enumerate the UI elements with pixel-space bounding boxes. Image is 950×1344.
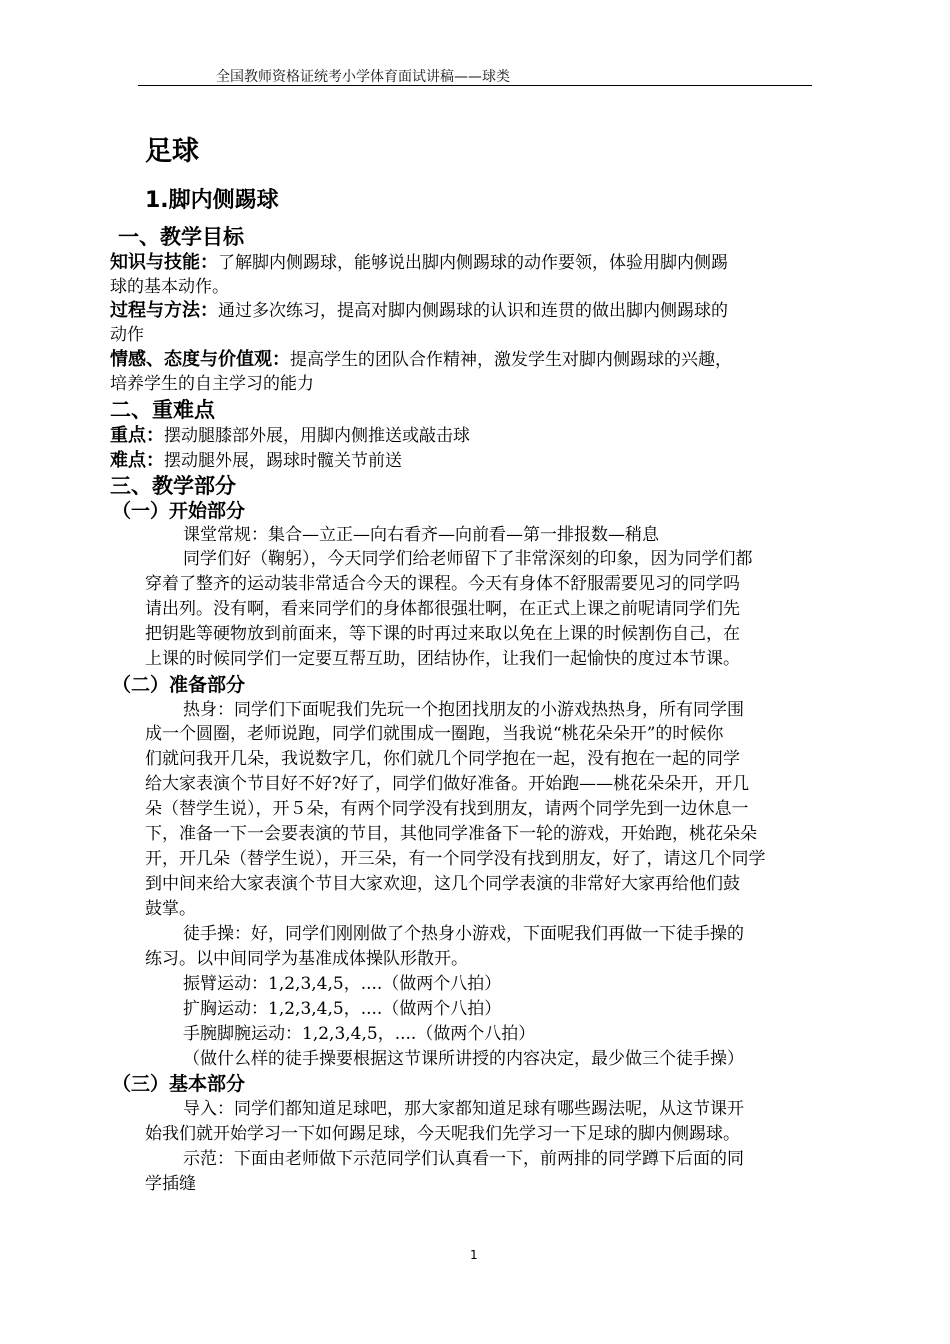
label-difficult: 难点：	[110, 450, 164, 471]
prep-line-11: 练习。以中间同学为基准成体操队形散开。	[145, 949, 468, 969]
section-heading-objectives: 一、教学目标	[118, 225, 244, 249]
paragraph-knowledge	[110, 251, 728, 275]
paragraph-process	[110, 299, 728, 323]
paragraph-emotion	[110, 348, 732, 372]
part-heading-basic: （三）基本部分	[112, 1073, 246, 1095]
text-process-cont: 动作	[110, 325, 144, 345]
prep-line-9: 鼓掌。	[145, 899, 196, 919]
prep-line-7: 开，开几朵（替学生说），开三朵，有一个同学没有找到朋友，好了，请这几个同学	[145, 849, 766, 869]
section-heading-keypoints: 二、重难点	[110, 398, 215, 422]
start-line-6: 上课的时候同学们一定要互帮互助，团结协作，让我们一起愉快的度过本节课。	[145, 649, 740, 669]
prep-line-10: 徒手操：好，同学们刚刚做了个热身小游戏，下面呢我们再做一下徒手操的	[183, 924, 744, 944]
text-key: 摆动腿膝部外展，用脚内侧推送或敲击球	[164, 426, 470, 446]
start-line-4: 请出列。没有啊，看来同学们的身体都很强壮啊，在正式上课之前呢请同学们先	[145, 599, 740, 619]
prep-line-15: （做什么样的徒手操要根据这节课所讲授的内容决定，最少做三个徒手操）	[183, 1049, 744, 1069]
prep-line-12: 振臂运动：1,2,3,4,5，....（做两个八拍）	[183, 974, 502, 994]
prep-line-6: 下，准备一下一会要表演的节目，其他同学准备下一轮的游戏，开始跑，桃花朵朵	[145, 824, 757, 844]
prep-line-8: 到中间来给大家表演个节目大家欢迎，这几个同学表演的非常好大家再给他们鼓	[145, 874, 740, 894]
start-line-5: 把钥匙等硬物放到前面来，等下课的时再过来取以免在上课的时候割伤自己，在	[145, 624, 740, 644]
prep-line-2: 成一个圆圈，老师说跑，同学们就围成一圈跑，当我说“桃花朵朵开”的时候你	[145, 724, 724, 744]
label-process: 过程与方法：	[110, 300, 218, 321]
label-knowledge: 知识与技能：	[110, 252, 218, 273]
text-emotion: 提高学生的团队合作精神，激发学生对脚内侧踢球的兴趣，	[290, 350, 732, 370]
prep-line-1: 热身：同学们下面呢我们先玩一个抱团找朋友的小游戏热热身，所有同学围	[183, 700, 744, 720]
section-heading-teaching: 三、教学部分	[110, 474, 236, 498]
text-process: 通过多次练习，提高对脚内侧踢球的认识和连贯的做出脚内侧踢球的	[218, 301, 728, 321]
header-rule	[138, 85, 812, 86]
text-difficult: 摆动腿外展，踢球时髋关节前送	[164, 451, 402, 471]
paragraph-key	[110, 424, 470, 448]
start-line-1: 课堂常规：集合—立正—向右看齐—向前看—第一排报数—稍息	[183, 525, 659, 545]
prep-line-4: 给大家表演个节目好不好?好了，同学们做好准备。开始跑——桃花朵朵开，开几	[145, 774, 750, 794]
text-emotion-cont: 培养学生的自主学习的能力	[110, 374, 314, 394]
document-subtitle: 1.脚内侧踢球	[145, 188, 279, 213]
start-line-2: 同学们好（鞠躬），今天同学们给老师留下了非常深刻的印象，因为同学们都	[183, 549, 753, 569]
document-title: 足球	[145, 136, 199, 167]
basic-line-3: 示范：下面由老师做下示范同学们认真看一下，前两排的同学蹲下后面的同	[183, 1149, 744, 1169]
start-line-3: 穿着了整齐的运动装非常适合今天的课程。今天有身体不舒服需要见习的同学吗	[145, 574, 740, 594]
prep-line-13: 扩胸运动：1,2,3,4,5，....（做两个八拍）	[183, 999, 502, 1019]
prep-line-5: 朵（替学生说），开５朵，有两个同学没有找到朋友，请两个同学先到一边休息一	[145, 799, 749, 819]
part-heading-start: （一）开始部分	[112, 500, 246, 522]
part-heading-prep: （二）准备部分	[112, 674, 246, 696]
page-header: 全国教师资格证统考小学体育面试讲稿——球类	[216, 69, 510, 85]
label-emotion: 情感、态度与价值观：	[110, 349, 290, 370]
text-knowledge-cont: 球的基本动作。	[110, 277, 229, 297]
page-number: 1	[470, 1248, 478, 1262]
prep-line-3: 们就问我开几朵，我说数字几，你们就几个同学抱在一起，没有抱在一起的同学	[145, 749, 740, 769]
basic-line-2: 始我们就开始学习一下如何踢足球，今天呢我们先学习一下足球的脚内侧踢球。	[145, 1124, 740, 1144]
paragraph-difficult	[110, 449, 402, 473]
basic-line-4: 学插缝	[145, 1174, 196, 1194]
text-knowledge: 了解脚内侧踢球，能够说出脚内侧踢球的动作要领，体验用脚内侧踢	[218, 253, 728, 273]
basic-line-1: 导入：同学们都知道足球吧，那大家都知道足球有哪些踢法呢，从这节课开	[183, 1099, 744, 1119]
label-key: 重点：	[110, 425, 164, 446]
prep-line-14: 手腕脚腕运动：1,2,3,4,5，....（做两个八拍）	[183, 1024, 536, 1044]
